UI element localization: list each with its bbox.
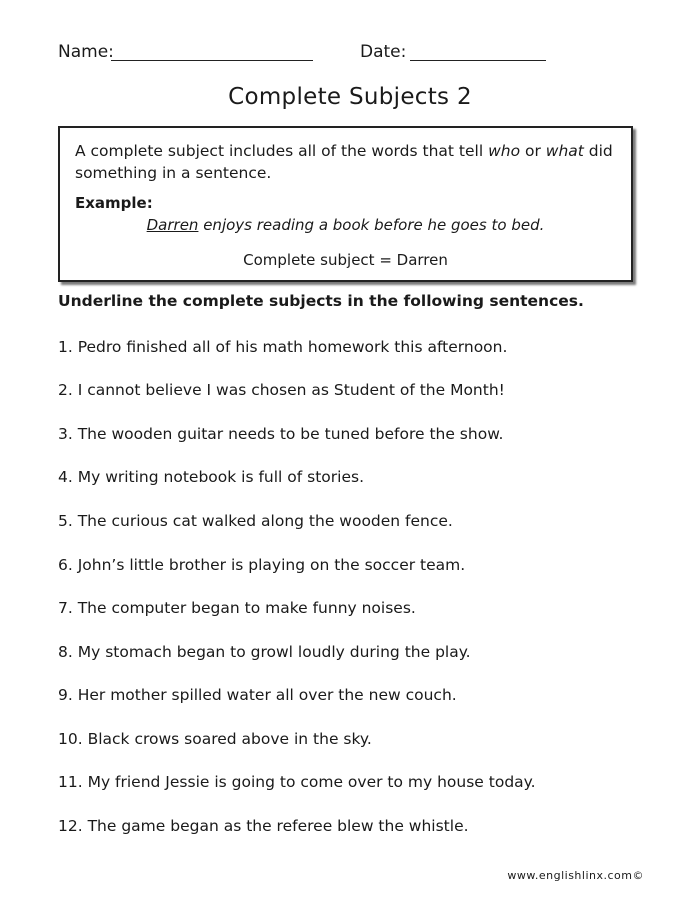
what-word: what bbox=[545, 142, 584, 160]
who-word: who bbox=[488, 142, 521, 160]
instructions: Underline the complete subjects in the following sentences. bbox=[58, 292, 584, 310]
question-9: 9. Her mother spilled water all over the new couch. bbox=[58, 686, 457, 704]
definition-text: A complete subject includes all of the words that tell who or what did something in a sentence. bbox=[75, 142, 613, 182]
date-line[interactable] bbox=[410, 60, 546, 61]
name-line[interactable] bbox=[111, 60, 313, 61]
question-10: 10. Black crows soared above in the sky. bbox=[58, 730, 372, 748]
question-12: 12. The game began as the referee blew the whistle. bbox=[58, 817, 469, 835]
date-label: Date: bbox=[360, 42, 407, 62]
example-label: Example: bbox=[75, 194, 153, 212]
example-answer: Complete subject = Darren bbox=[243, 251, 448, 269]
question-7: 7. The computer began to make funny noises. bbox=[58, 599, 416, 617]
question-5: 5. The curious cat walked along the wooden fence. bbox=[58, 512, 453, 530]
question-8: 8. My stomach began to growl loudly during the play. bbox=[58, 643, 471, 661]
question-3: 3. The wooden guitar needs to be tuned before the show. bbox=[58, 425, 504, 443]
question-6: 6. John’s little brother is playing on the soccer team. bbox=[58, 556, 466, 574]
example-subject: Darren bbox=[146, 216, 199, 234]
question-4: 4. My writing notebook is full of stories. bbox=[58, 468, 364, 486]
question-1: 1. Pedro finished all of his math homework this afternoon. bbox=[58, 338, 508, 356]
definition-box bbox=[58, 126, 633, 282]
footer-url: www.englishlinx.com© bbox=[507, 869, 644, 882]
worksheet-title: Complete Subjects 2 bbox=[228, 84, 472, 110]
example-sentence: Darren enjoys reading a book before he goes to bed. bbox=[146, 216, 545, 234]
question-2: 2. I cannot believe I was chosen as Student of the Month! bbox=[58, 381, 505, 399]
question-11: 11. My friend Jessie is going to come over to my house today. bbox=[58, 773, 536, 791]
name-label: Name: bbox=[58, 42, 114, 62]
